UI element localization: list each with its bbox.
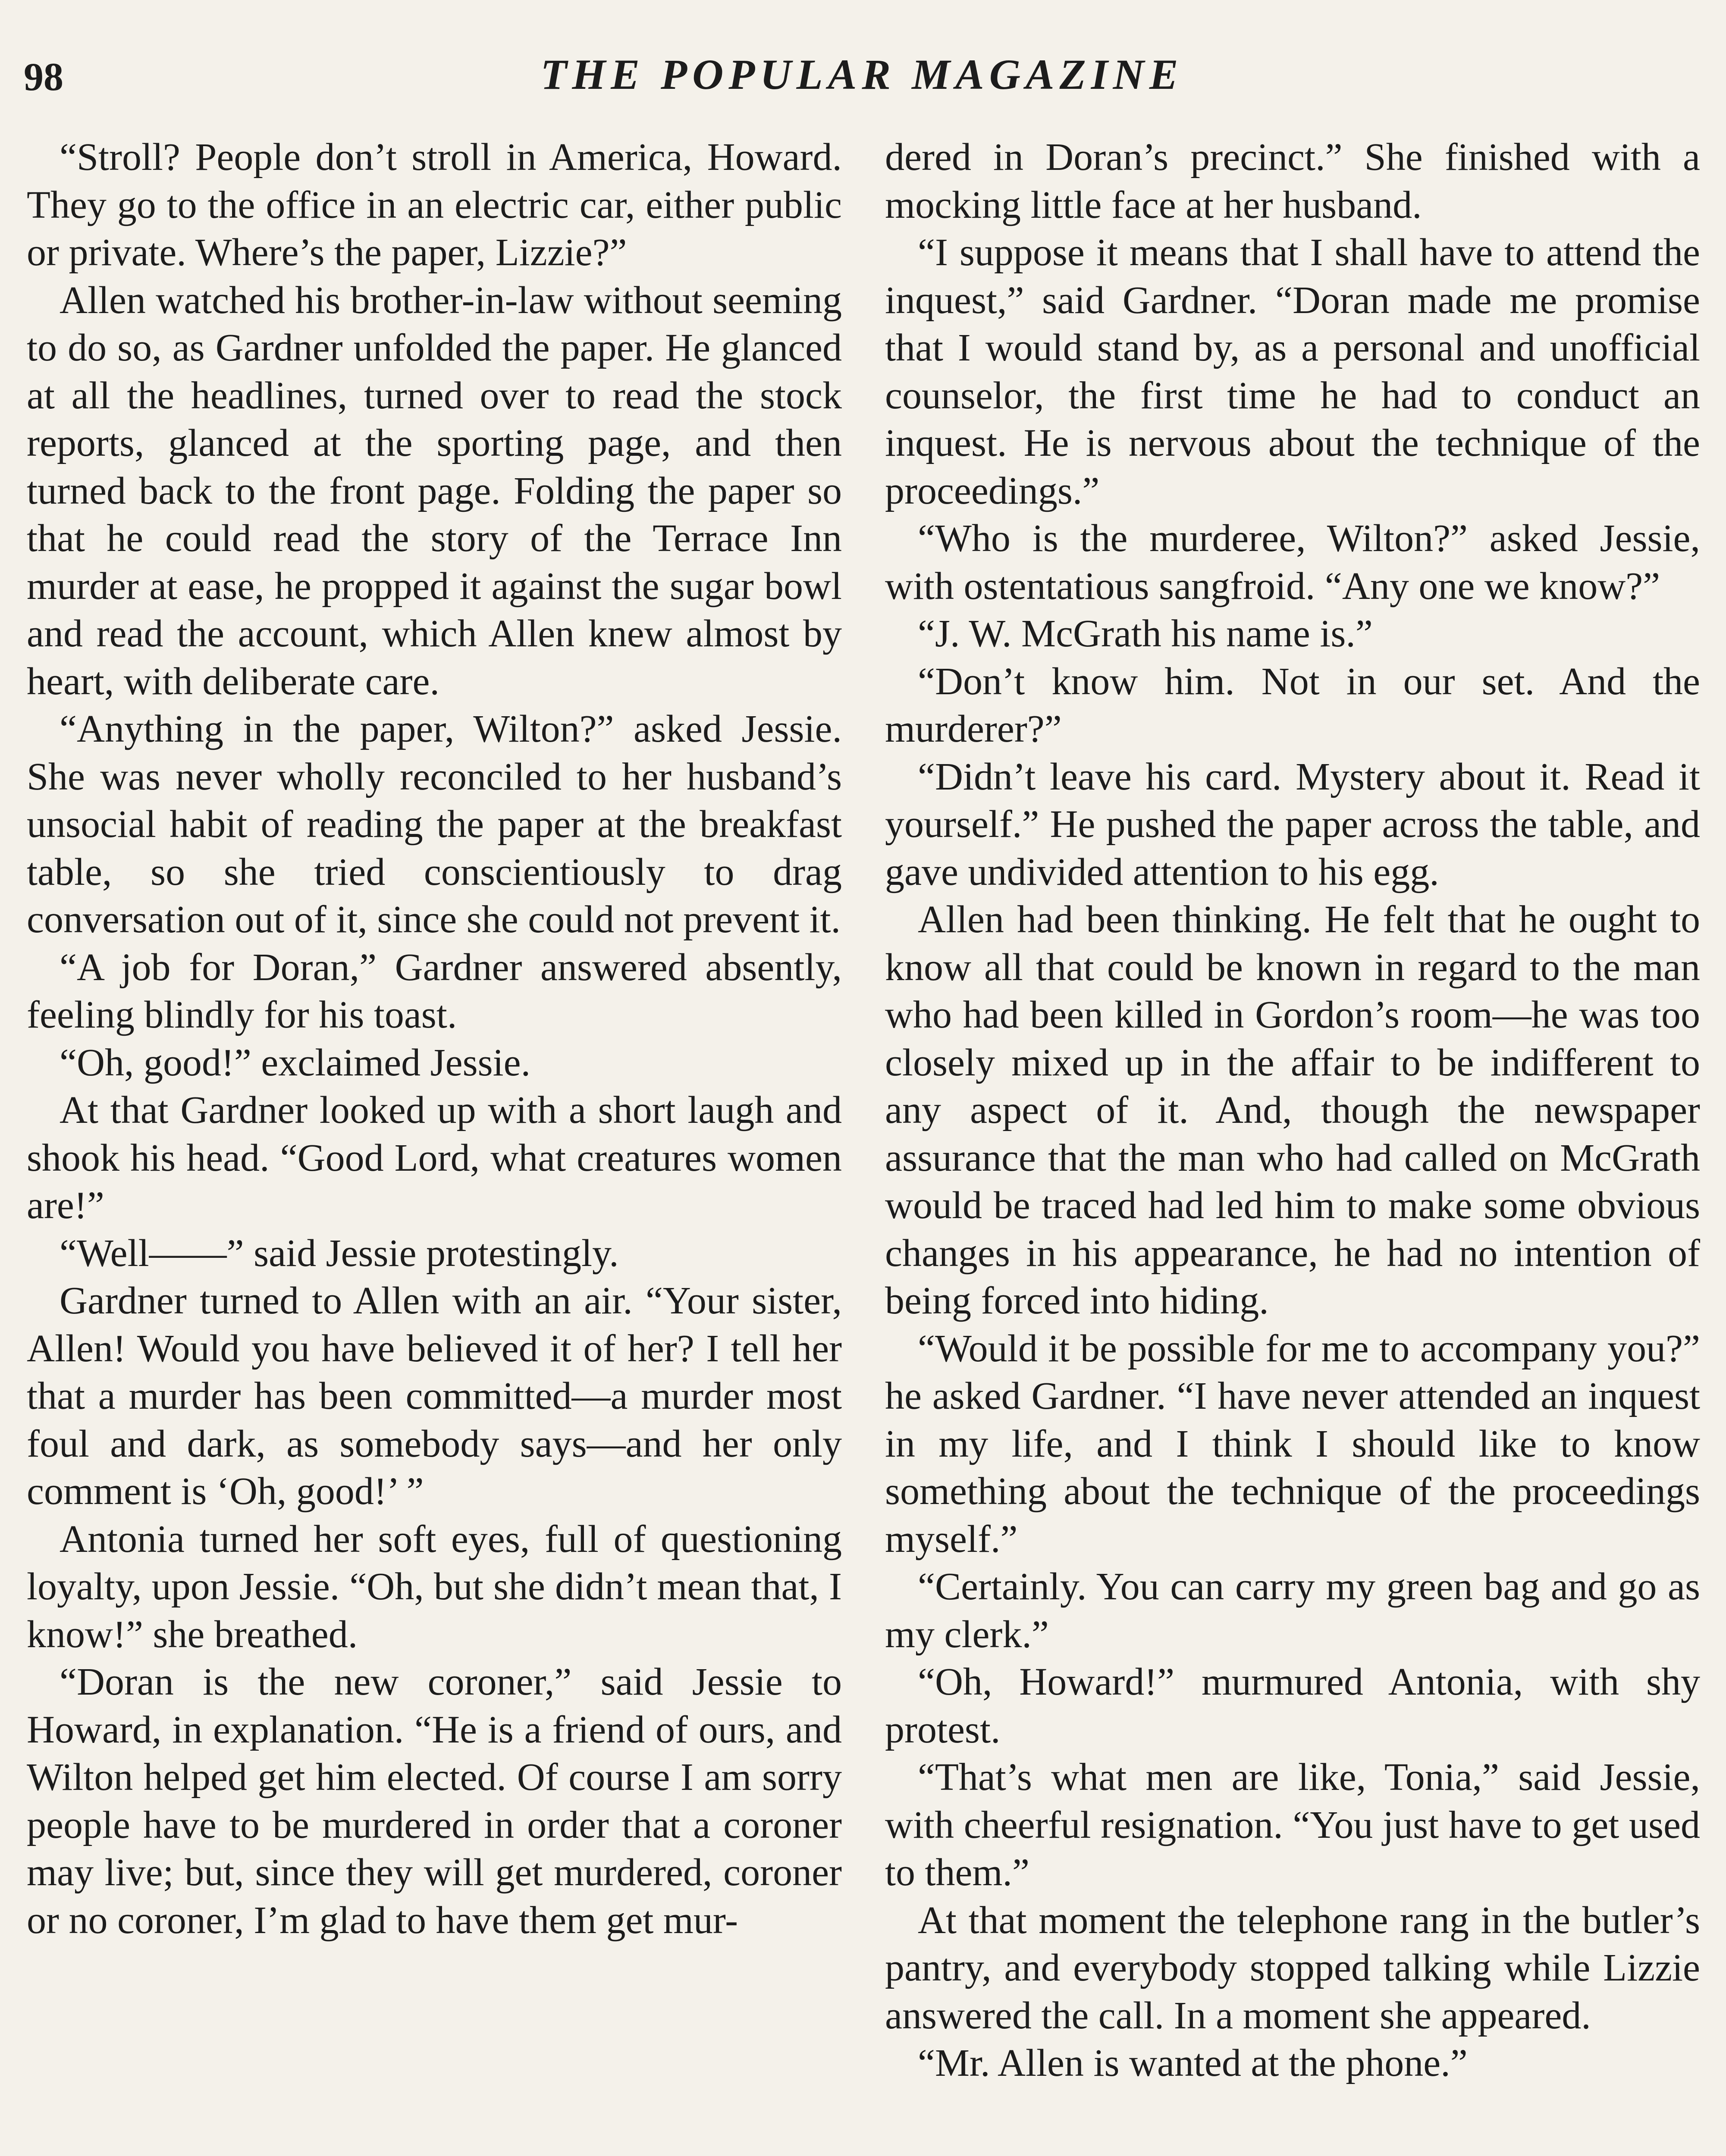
paragraph: “I suppose it means that I shall have to attend the inquest,” said Gardner. “Doran made me promise that I would stand by, as a personal and unofficial counselor, the first time he had to conduct an inquest. He is nervous about the technique of the proceedings.” bbox=[885, 231, 1700, 512]
page-header bbox=[24, 50, 1700, 106]
paragraph: Allen watched his brother-in-law without seeming to do so, as Gardner unfolded the paper. He glanced at all the headlines, turned over to read the stock reports, glanced at the sporting page, and then turned back to the front page. Folding the paper so that he could read the story of the Terrace Inn murder at ease, he propped it against the sugar bowl and read the account, which Allen knew almost by heart, with deliberate care. bbox=[27, 279, 842, 703]
paragraph: Gardner turned to Allen with an air. “Your sister, Allen! Would you have believed it of her? I tell her that a murder has been committed—a murder most foul and dark, as somebody says—and her only comment is ‘Oh, good!’ ” bbox=[27, 1279, 842, 1513]
paragraph: “A job for Doran,” Gardner answered absently, feeling blindly for his toast. bbox=[27, 946, 842, 1036]
right-column bbox=[885, 134, 1700, 2087]
page-number: 98 bbox=[24, 55, 63, 99]
paragraph: “Well——” said Jessie protestingly. bbox=[60, 1232, 619, 1275]
paragraph: “Anything in the paper, Wilton?” asked Jessie. She was never wholly reconciled to her husband’s unsocial habit of reading the paper at the breakfast table, so she tried conscientiously to drag conversation out of it, since she could not prevent it. bbox=[27, 708, 842, 941]
paragraph: “Stroll? People don’t stroll in America, Howard. They go to the office in an electric car, either public or private. Where’s the paper, Lizzie?” bbox=[27, 136, 842, 274]
paragraph: At that Gardner looked up with a short laugh and shook his head. “Good Lord, what creatures women are!” bbox=[27, 1089, 842, 1227]
paragraph: “J. W. McGrath his name is.” bbox=[918, 612, 1373, 655]
continued-paragraph: dered in Doran’s precinct.” She finished with a mocking little face at her husband. bbox=[885, 136, 1700, 226]
paragraph: “Don’t know him. Not in our set. And the murderer?” bbox=[885, 660, 1700, 750]
paragraph: “Would it be possible for me to accompany you?” he asked Gardner. “I have never attended an inquest in my life, and I think I should like to know something about the technique of the proceedings myself.” bbox=[885, 1327, 1700, 1561]
paragraph: At that moment the telephone rang in the butler’s pantry, and everybody stopped talking while Lizzie answered the call. In a moment she appeared. bbox=[885, 1899, 1700, 2037]
paragraph: “Mr. Allen is wanted at the phone.” bbox=[918, 2042, 1468, 2084]
paragraph: “Doran is the new coroner,” said Jessie to Howard, in explanation. “He is a friend of ours, and Wilton helped get him elected. Of course I am sorry people have to be murdered in order that a coroner may live; but, since they will get murdered, coroner or no coroner, I’m glad to have them get mur- bbox=[27, 1661, 842, 1942]
paragraph: “Didn’t leave his card. Mystery about it. Read it yourself.” He pushed the paper across the table, and gave undivided attention to his egg. bbox=[885, 755, 1700, 893]
paragraph: “Oh, good!” exclaimed Jessie. bbox=[60, 1041, 531, 1084]
paragraph: “Certainly. You can carry my green bag and go as my clerk.” bbox=[885, 1565, 1700, 1656]
running-title: THE POPULAR MAGAZINE bbox=[540, 50, 1183, 98]
paragraph: Allen had been thinking. He felt that he ought to know all that could be known in regard to the man who had been killed in Gordon’s room—he was too closely mixed up in the affair to be indifferent to any aspect of it. And, though the newspaper assurance that the man who had called on McGrath would be traced had led him to make some obvious changes in his appearance, he had no intention of being forced into hiding. bbox=[885, 898, 1700, 1322]
left-column bbox=[27, 134, 842, 1944]
paragraph: Antonia turned her soft eyes, full of questioning loyalty, upon Jessie. “Oh, but she didn’t mean that, I know!” she breathed. bbox=[27, 1517, 842, 1656]
paragraph: “Who is the murderee, Wilton?” asked Jessie, with ostentatious sangfroid. “Any one we know?” bbox=[885, 517, 1700, 608]
paragraph: “That’s what men are like, Tonia,” said Jessie, with cheerful resignation. “You just have to get used to them.” bbox=[885, 1756, 1700, 1894]
paragraph: “Oh, Howard!” murmured Antonia, with shy protest. bbox=[885, 1661, 1700, 1751]
